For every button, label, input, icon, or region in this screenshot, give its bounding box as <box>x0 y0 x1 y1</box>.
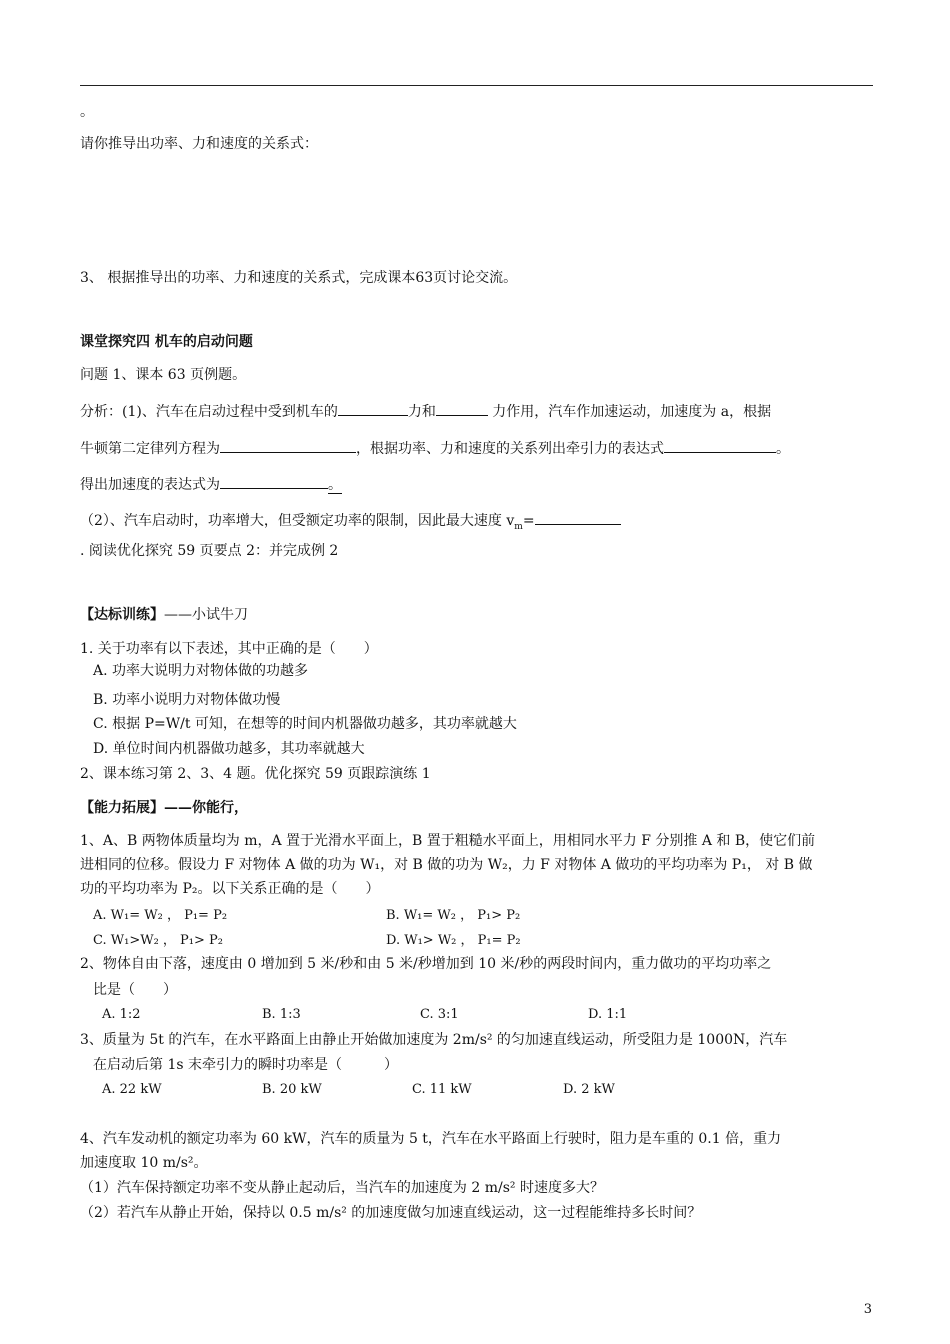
leading-period: 。 <box>80 104 94 120</box>
q3-option-a: A. 22 kW <box>102 1082 162 1097</box>
nengli-q1-line-2: 进相同的位移。假设力 F 对物体 A 做的功为 W₁，对 B 做的功为 W₂，力 F 对物体 A 做功的平均功率为 P₁， 对 B 做 <box>80 857 813 873</box>
nengli-q1-line-1: 1、A、B 两物体质量均为 m，A 置于光滑水平面上，B 置于粗糙水平面上，用相同水平力 F 分别推 A 和 B，使它们前 <box>80 833 816 849</box>
analysis-text: 得出加速度的表达式为 <box>80 477 220 493</box>
fill-blank <box>338 401 408 416</box>
analysis-text: 力作用，汽车作加速运动，加速度为 a，根据 <box>487 404 772 420</box>
analysis-text: = <box>522 513 535 529</box>
q2-option-a: A. 1:2 <box>102 1007 141 1022</box>
analysis-text: 力和 <box>407 404 436 420</box>
option-a: A. 功率大说明力对物体做的功越多 <box>93 663 309 679</box>
q1-option-a: A. W₁= W₂ ， P₁= P₂ <box>93 908 228 923</box>
read-instruction: . 阅读优化探究 59 页要点 2：并完成例 2 <box>80 543 339 559</box>
nengli-q3-line-1: 3、质量为 5t 的汽车，在水平路面上由静止开始做加速度为 2m/s² 的匀加速直线运动，所受阻力是 1000N，汽车 <box>80 1032 788 1048</box>
fill-blank <box>535 510 621 525</box>
question-1: 问题 1、课本 63 页例题。 <box>80 367 247 383</box>
q2-option-d: D. 1:1 <box>588 1007 628 1022</box>
option-c: C. 根据 P=W/t 可知，在想等的时间内机器做功越多，其功率就越大 <box>93 716 517 732</box>
analysis-text: ，根据功率、力和速度的关系列出牵引力的表达式 <box>356 441 664 457</box>
q3-option-d: D. 2 kW <box>563 1082 615 1097</box>
nengli-q4-sub-1: （1）汽车保持额定功率不变从静止起动后，当汽车的加速度为 2 m/s² 时速度多大？ <box>80 1180 604 1196</box>
analysis-line-1 <box>80 401 771 421</box>
nengli-heading: 【能力拓展】——你能行， <box>80 800 248 816</box>
nengli-q2-line-2: 比是（ ） <box>93 982 177 998</box>
option-b: B. 功率小说明力对物体做功慢 <box>93 692 281 708</box>
nengli-q4-sub-2: （2）若汽车从静止开始，保持以 0.5 m/s² 的加速度做匀加速直线运动，这一过程能维持多长时间？ <box>80 1205 702 1221</box>
fill-blank <box>436 401 488 416</box>
analysis-line-4 <box>80 510 621 533</box>
analysis-line-3 <box>80 474 342 494</box>
nengli-q1-line-3: 功的平均功率为 P₂。以下关系正确的是（ ） <box>80 881 380 897</box>
subscript: m <box>514 521 523 532</box>
nengli-q4-line-1: 4、汽车发动机的额定功率为 60 kW，汽车的质量为 5 t，汽车在水平路面上行驶时，阻力是车重的 0.1 倍，重力 <box>80 1131 782 1147</box>
derive-prompt: 请你推导出功率、力和速度的关系式： <box>80 136 318 152</box>
option-d: D. 单位时间内机器做功越多，其功率就越大 <box>93 741 365 757</box>
heading-bold: 【达标训练】 <box>80 607 164 623</box>
analysis-text: 牛顿第二定律列方程为 <box>80 441 220 457</box>
analysis-text: 。 <box>328 477 342 493</box>
q3-option-c: C. 11 kW <box>412 1082 472 1097</box>
nengli-q4-line-2: 加速度取 10 m/s²。 <box>80 1155 208 1171</box>
item-3: 3、 根据推导出的功率、力和速度的关系式，完成课本63页讨论交流。 <box>80 270 518 286</box>
page-number: 3 <box>863 1302 872 1317</box>
analysis-line-2 <box>80 438 790 458</box>
dabiao-heading <box>80 607 248 624</box>
fill-blank <box>664 438 776 453</box>
analysis-text: 分析：(1)、汽车在启动过程中受到机车的 <box>80 404 338 420</box>
section-title: 课堂探究四 机车的启动问题 <box>80 334 253 350</box>
heading-rest: ——小试牛刀 <box>164 607 248 623</box>
analysis-text: （2）、汽车启动时，功率增大，但受额定功率的限制，因此最大速度 v <box>80 513 515 529</box>
q2-option-c: C. 3:1 <box>420 1007 459 1022</box>
dabiao-q1: 1. 关于功率有以下表述，其中正确的是（ ） <box>80 641 378 657</box>
fill-blank <box>220 474 328 489</box>
nengli-q3-line-2: 在启动后第 1s 末牵引力的瞬时功率是（ ） <box>93 1057 398 1073</box>
q1-option-c: C. W₁>W₂ ， P₁> P₂ <box>93 933 223 948</box>
header-rule <box>80 85 873 86</box>
q3-option-b: B. 20 kW <box>262 1082 322 1097</box>
fill-blank <box>220 438 356 453</box>
q1-option-b: B. W₁= W₂ ， P₁> P₂ <box>386 908 521 923</box>
q2-option-b: B. 1:3 <box>262 1007 301 1022</box>
q1-option-d: D. W₁> W₂ ， P₁= P₂ <box>386 933 521 948</box>
nengli-q2-line-1: 2、物体自由下落，速度由 0 增加到 5 米/秒和由 5 米/秒增加到 10 米/秒的两段时间内，重力做功的平均功率之 <box>80 956 772 972</box>
dabiao-q2: 2、课本练习第 2、3、4 题。优化探究 59 页跟踪演练 1 <box>80 766 431 782</box>
analysis-text: 。 <box>776 441 790 457</box>
